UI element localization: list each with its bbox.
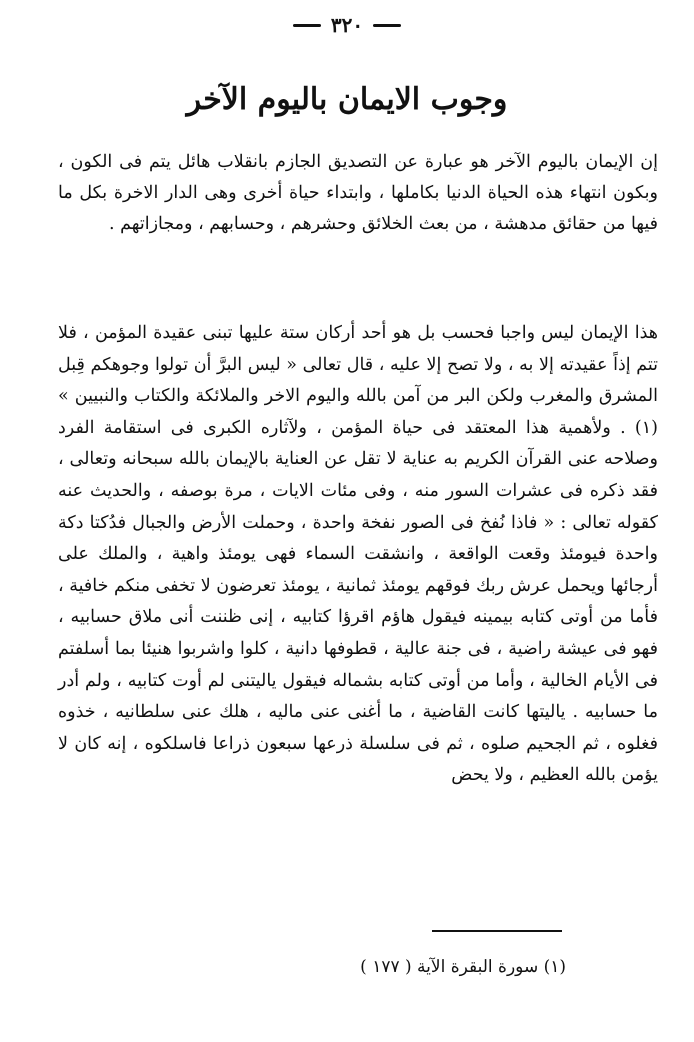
- paragraph-1: إن الإيمان باليوم الآخر هو عبارة عن التصديق الجازم بانقلاب هائل يتم فى الكون ، وبكون انتهاء هذه الحياة الدنيا بكاملها ، وابتداء حياة أخرى وهى الدار الاخرة بكل ما فيها من حقائق مدهشة ، من بعث الخلائق وحشرهم ، وحسابهم ، ومجازاتهم .: [58, 152, 658, 234]
- paragraph-2: هذا الإيمان ليس واجبا فحسب بل هو أحد أركان ستة عليها تبنى عقيدة المؤمن ، فلا تتم إذاً عقيدته إلا به ، ولا تصح إلا عليه ، قال تعالى « ليس البرَّ أن تولوا وجوهكم قِبل المشرق والمغرب ولكن البر من آمن بالله واليوم الاخر والملائكة والكتاب والنبيين » (١) . ولأهمية هذا المعتقد فى حياة المؤمن ، ولآثاره الكبرى فى استقامة الفرد وصلاحه عنى القرآن الكريم به عناية لا تقل عن العناية بالإيمان بالله سبحانه وتعالى ، فقد ذكره فى عشرات السور منه ، وفى مئات الايات ، مرة بوصفه ، والحديث عنه كقوله تعالى : « فاذا نُفخ فى الصور نفخة واحدة ، وحملت الأرض والجبال فدُكتا دكة واحدة فيومئذ وقعت الواقعة ، وانشقت السماء فهى يومئذ واهية ، والملك على أرجائها ويحمل عرش ربك فوقهم يومئذ ثمانية ، يومئذ تعرضون لا تخفى منكم خافية ، فأما من أوتى كتابه بيمينه فيقول هاؤم اقرؤا كتابيه ، إنى ظننت أنى ملاق حسابيه ، فهو فى عيشة راضية ، فى جنة عالية ، قطوفها دانية ، كلوا واشربوا هنيئا بما أسلفتم فى الأيام الخالية ، وأما من أوتى كتابه بشماله فيقول ياليتنى لم أوت كتابيه ، ولم أدر ما حسابيه . ياليتها كانت القاضية ، ما أغنى عنى ماليه ، هلك عنى سلطانيه ، خذوه فغلوه ، ثم الجحيم صلوه ، ثم فى سلسلة ذرعها سبعون ذراعا فاسلكوه ، إنه كان لا يؤمن بالله العظيم ، ولا يحض: [58, 323, 658, 786]
- page-header: [0, 12, 694, 38]
- section-title: وجوب الايمان باليوم الآخر: [186, 82, 508, 117]
- header-dash-left: [293, 24, 321, 27]
- footnote-divider: [432, 930, 562, 932]
- header-dash-right: [373, 24, 401, 27]
- footnote: (١) سورة البقرة الآية ( ١٧٧ ): [360, 957, 566, 977]
- page-number: ٣٢٠: [330, 13, 364, 37]
